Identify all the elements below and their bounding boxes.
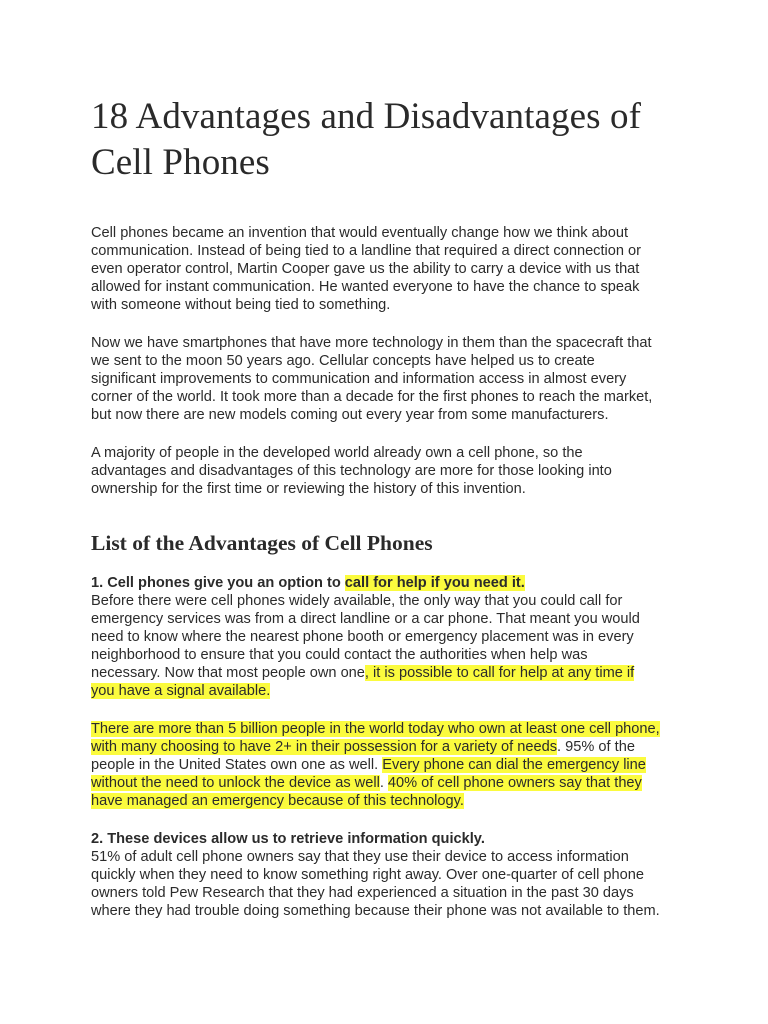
- item-heading: [91, 574, 708, 592]
- intro-paragraph: [91, 334, 708, 424]
- advantages-heading: List of the Advantages of Cell Phones: [91, 531, 433, 555]
- text-line: [91, 664, 708, 682]
- highlighted-text: without the need to unlock the device as well: [91, 775, 380, 791]
- text-line: [91, 738, 708, 756]
- text-line: we sent to the moon 50 years ago. Cellular concepts have helped us to create: [91, 353, 595, 369]
- highlighted-text: have managed an emergency because of this technology.: [91, 793, 464, 809]
- advantage-item-1: [91, 574, 708, 700]
- text-line: where they had trouble doing something because their phone was not available to them.: [91, 903, 660, 919]
- text-line: need to know where the nearest phone booth or emergency placement was in every: [91, 629, 634, 645]
- text-line: [91, 682, 708, 700]
- plain-text: necessary. Now that most people own one: [91, 665, 365, 681]
- text-line: communication. Instead of being tied to a landline that required a direct connection or: [91, 243, 642, 259]
- plain-text: .: [379, 775, 388, 791]
- text-line: quickly when they need to know something right away. Over one-quarter of cell phone: [91, 867, 644, 883]
- highlighted-text: 40% of cell phone owners say that they: [387, 775, 642, 791]
- title-line: 18 Advantages and Disadvantages of: [91, 96, 642, 137]
- intro-paragraph: [91, 444, 708, 498]
- text-line: ownership for the first time or reviewing the history of this invention.: [91, 481, 526, 497]
- advantage-item-2: [91, 830, 708, 920]
- text-line: [91, 720, 708, 738]
- text-line: emergency services was from a direct landline or a car phone. That meant you would: [91, 611, 640, 627]
- highlighted-text: There are more than 5 billion people in the world today who own at least one cell phone,: [91, 721, 660, 737]
- text-line: [91, 756, 708, 774]
- highlighted-text: with many choosing to have 2+ in their possession for a variety of needs: [91, 739, 558, 755]
- document-title: [91, 94, 708, 186]
- highlighted-text: call for help if you need it.: [344, 575, 525, 591]
- text-line: even operator control, Martin Cooper gave us the ability to carry a device with us that: [91, 261, 640, 277]
- plain-text: people in the United States own one as well.: [91, 757, 383, 773]
- highlighted-text: you have a signal available.: [91, 683, 271, 699]
- text-line: significant improvements to communication and information access in almost every: [91, 371, 627, 387]
- item-heading: 2. These devices allow us to retrieve information quickly.: [91, 831, 485, 847]
- text-line: [91, 792, 708, 810]
- title-line: Cell Phones: [91, 142, 270, 183]
- item-heading-text: 1. Cell phones give you an option to: [91, 575, 345, 591]
- text-line: corner of the world. It took more than a decade for the first phones to reach the market,: [91, 389, 653, 405]
- text-line: allowed for instant communication. He wanted everyone to have the chance to speak: [91, 279, 640, 295]
- text-line: with someone without being tied to something.: [91, 297, 391, 313]
- text-line: neighborhood to ensure that you could contact the authorities when help was: [91, 647, 588, 663]
- highlighted-text: Every phone can dial the emergency line: [382, 757, 646, 773]
- text-line: [91, 774, 708, 792]
- text-line: Cell phones became an invention that would eventually change how we think about: [91, 225, 629, 241]
- text-line: advantages and disadvantages of this technology are more for those looking into: [91, 463, 612, 479]
- intro-paragraph: [91, 224, 708, 314]
- text-line: but now there are new models coming out every year from some manufacturers.: [91, 407, 609, 423]
- plain-text: . 95% of the: [557, 739, 635, 755]
- advantage-item-1-stats: [91, 720, 708, 810]
- highlighted-text: , it is possible to call for help at any time if: [364, 665, 635, 681]
- text-line: 51% of adult cell phone owners say that they use their device to access information: [91, 849, 629, 865]
- text-line: A majority of people in the developed world already own a cell phone, so the: [91, 445, 583, 461]
- text-line: Now we have smartphones that have more technology in them than the spacecraft that: [91, 335, 652, 351]
- text-line: owners told Pew Research that they had experienced a situation in the past 30 days: [91, 885, 634, 901]
- text-line: Before there were cell phones widely available, the only way that you could call for: [91, 593, 623, 609]
